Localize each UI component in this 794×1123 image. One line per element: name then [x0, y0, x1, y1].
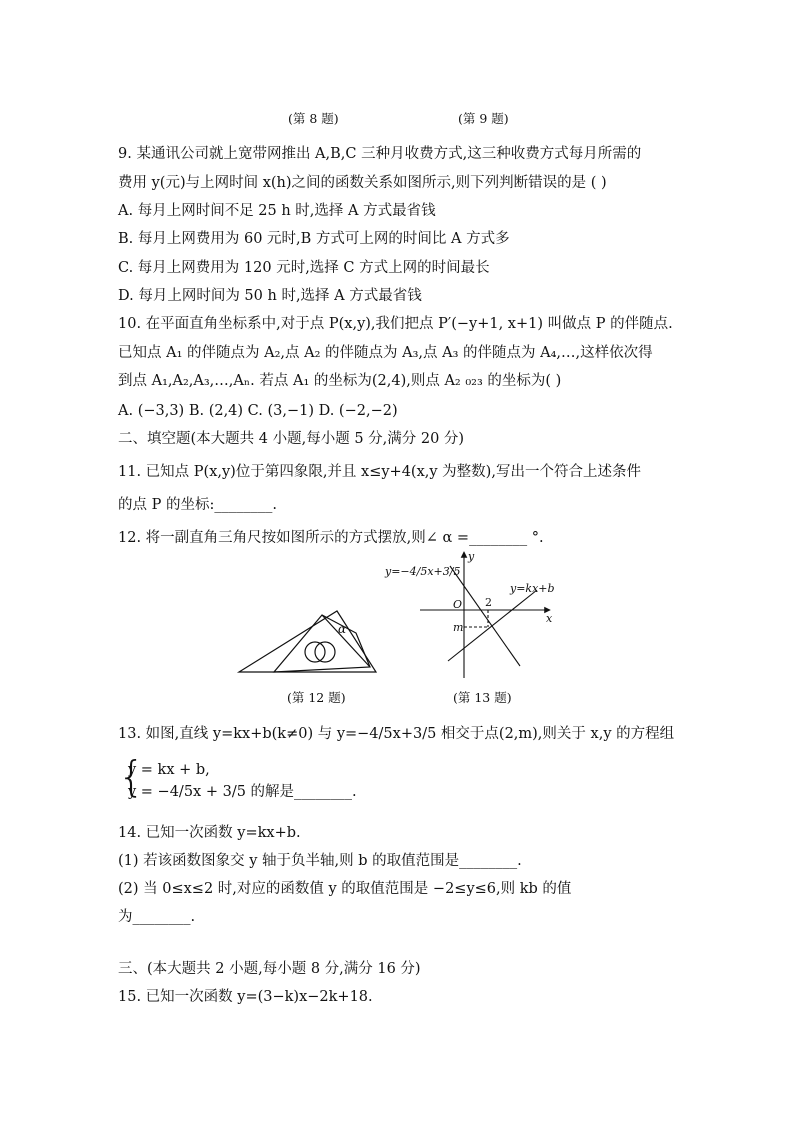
q9-line1: 9. 某通讯公司就上宽带网推出 A,B,C 三种月收费方式,这三种收费方式每月所需的	[118, 146, 642, 162]
increasing-line-label: y=kx+b	[510, 582, 555, 595]
section-2-heading: 二、填空题(本大题共 4 小题,每小题 5 分,满分 20 分)	[118, 431, 465, 447]
section-3-heading: 三、(本大题共 2 小题,每小题 8 分,满分 16 分)	[118, 961, 421, 977]
q11-line2: 的点 P 的坐标:________.	[118, 497, 277, 513]
decreasing-line-label: y=−4/5x+3/5	[385, 565, 461, 578]
m-label: m	[453, 621, 464, 634]
q14-line3: (2) 当 0≤x≤2 时,对应的函数值 y 的取值范围是 −2≤y≤6,则 kb 的值	[118, 881, 572, 897]
q14-line2: (1) 若该函数图象交 y 轴于负半轴,则 b 的取值范围是________.	[118, 853, 522, 869]
q13-line1: 13. 如图,直线 y=kx+b(k≠0) 与 y=−4/5x+3/5 相交于点(2,m),则关于 x,y 的方程组	[118, 726, 675, 742]
q9-option-a: A. 每月上网时间不足 25 h 时,选择 A 方式最省钱	[118, 203, 436, 219]
q15-line1: 15. 已知一次函数 y=(3−k)x−2k+18.	[118, 989, 373, 1005]
figure-9-caption: (第 9 题)	[458, 111, 509, 126]
x-point-label: 2	[485, 596, 492, 609]
q9-line2: 费用 y(元)与上网时间 x(h)之间的函数关系如图所示,则下列判断错误的是 ( )	[118, 175, 607, 191]
system-brace: {	[118, 752, 145, 801]
origin-label: O	[453, 598, 463, 611]
q10-options: A. (−3,3) B. (2,4) C. (3,−1) D. (−2,−2)	[118, 403, 398, 419]
q11-line1: 11. 已知点 P(x,y)位于第四象限,并且 x≤y+4(x,y 为整数),写出一个符合上述条件	[118, 464, 641, 480]
system-equation-1: y = kx + b,	[128, 762, 210, 778]
q10-line2: 已知点 A₁ 的伴随点为 A₂,点 A₂ 的伴随点为 A₃,点 A₃ 的伴随点为 A₄,…,这样依次得	[118, 345, 653, 361]
q10-line1: 10. 在平面直角坐标系中,对于点 P(x,y),我们把点 P′(−y+1, x+1) 叫做点 P 的伴随点.	[118, 316, 673, 332]
q9-option-d: D. 每月上网时间为 50 h 时,选择 A 方式最省钱	[118, 288, 422, 304]
figure-13-graph	[380, 548, 570, 683]
q10-line3: 到点 A₁,A₂,A₃,…,Aₙ. 若点 A₁ 的坐标为(2,4),则点 A₂ ₀₂₃ 的坐标为( )	[118, 373, 562, 389]
q12-line1: 12. 将一副直角三角尺按如图所示的方式摆放,则∠ α =________ °.	[118, 530, 544, 546]
figure-8-caption: (第 8 题)	[288, 111, 339, 126]
q14-line1: 14. 已知一次函数 y=kx+b.	[118, 825, 301, 841]
inner-triangle	[274, 615, 370, 672]
large-triangle	[239, 611, 376, 672]
q9-option-c: C. 每月上网费用为 120 元时,选择 C 方式上网的时间最长	[118, 260, 490, 276]
x-axis-label: x	[546, 612, 553, 625]
q9-option-b: B. 每月上网费用为 60 元时,B 方式可上网的时间比 A 方式多	[118, 231, 510, 247]
q14-line4: 为________.	[118, 909, 196, 925]
system-equation-2: y = −4/5x + 3/5 的解是________.	[128, 784, 357, 800]
figure-12-caption: (第 12 题)	[287, 690, 346, 705]
y-axis-label: y	[468, 550, 475, 563]
alpha-label: α	[338, 622, 347, 636]
figure-12-triangles	[234, 605, 384, 677]
figure-13-caption: (第 13 题)	[453, 690, 512, 705]
